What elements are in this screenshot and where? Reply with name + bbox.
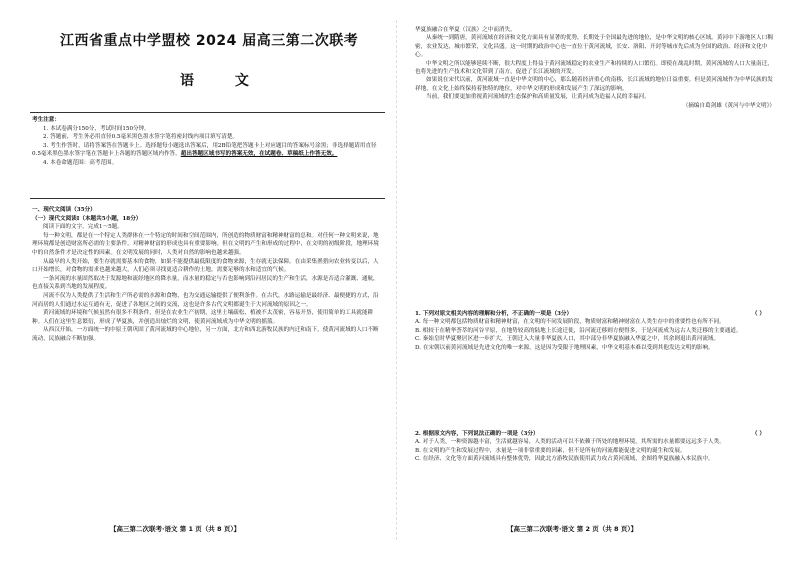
source-citation: （摘编自葛剑雄《黄河与中华文明》） xyxy=(682,102,775,109)
paragraph: 河流不仅为人类提供了生活和生产所必需的水源和食物，也为交通运输提供了便利条件。在古代，水路运输是最经济、最便捷的方式，沿河而居的人们通过水运互通有无，促进了各地区之间的交流，这也是许多古代文明都诞生于大河流域的原因之一。 xyxy=(32,292,379,308)
divider-bottom xyxy=(30,198,385,199)
option: C. 秦始皇时华夏聚居区进一步扩大，王朝迁入大量非华夏族人口，其中部分非华夏族融入华夏之中，其余则退出黄河流域。 xyxy=(415,336,720,343)
notice-item: 1. 本试卷满分150分，考试时间150分钟。 xyxy=(43,125,150,132)
answer-blank: （ ） xyxy=(751,431,765,437)
question-stem: 1. 下列对原文相关内容的理解和分析，不正确的一项是（3分） （ ） xyxy=(415,311,765,317)
question-2 xyxy=(415,430,775,464)
paragraph: 华夏族融合在华夏（汉族）之中而消失。 xyxy=(415,27,516,33)
reading-block xyxy=(32,206,382,344)
notice-warning: 超出答题区域书写的答案无效，在试题卷、草稿纸上作答无效。 xyxy=(180,151,338,158)
paragraph: 每一种文明，都是在一个特定人类群体在一个特定的时间和空间范围内，所创造的物质财富和精神财富的总和。对任何一种文明来说，地理环境都是创造财富所必需的主要条件，对精神财富的形成也具有重要影响。但在文明的产生和形成的过程中，在文明的初级阶段，地理环境中的自然条件才是决定性的因素。在文明发展的同时，人类对自然的影响也越来越强。 xyxy=(32,232,379,256)
subsection-heading: （一）现代文阅读Ⅰ（本题共5小题，18分） xyxy=(32,215,142,222)
paragraph: 从秦统一到隋唐，黄河流域在经济和文化方面具有显著的优势，长期处于全国最先进的地位，是中华文明的核心区域。黄河中下游地区人口稠密，农业发达，城市繁荣，文化昌盛。这一时期的政治中心也一直位于黄河流域，长安、洛阳、开封等城市先后成为全国的政治、经济和文化中心。 xyxy=(415,35,773,59)
paragraph: 从最早的人类开始，要生存就需要基本的食物，如果不能提供最低限度的食物来源，生存就无法保障。在由采集渔猎向农业转变以后，人口开始增长，对食物的需求也越来越大，人们必须寻找更适合耕作的土地，需要足够的水和适宜的气候。 xyxy=(32,258,379,274)
notice-heading: 考生注意： xyxy=(32,117,60,123)
notice-item: 3. 考生作答时，请将答案答在答题卡上。选择题每小题选出答案后，用2B铅笔把答题卡上对应题目的答案标号涂黑；非选择题请用直径0.5毫米黑色墨水签字笔在答题卡上各题的答题区域内作答，超出答题区域书写的答案无效，在试题卷、草稿纸上作答无效。 xyxy=(32,142,377,158)
option: B. 在文明的产生和发展过程中，水量是一项非常重要的因素，但不是所有的河流都能促进文明的诞生和发展。 xyxy=(415,447,686,454)
option: A. 对于人类，一种资源越丰富，生活就越容易，人类的活动可以不依赖于所处的地理环境，其所需的水量都要远远多于人类。 xyxy=(415,439,725,446)
option: A. 每一种文明都包括物质财富和精神财富，在文明的不同发展阶段，物质财富和精神财富在人类生存中的重要性也有所不同。 xyxy=(415,319,725,326)
question-stem: 2. 根据原文内容，下列说法正确的一项是（3分） （ ） xyxy=(415,431,765,437)
subject-title: 语 文 xyxy=(180,73,267,89)
option: B. 相较于在精华荟萃的河谷平原，在地势较高的陆地上长途迁徙，沿河流迁移则方便得多，于是河流成为远古人类迁移的主要通道。 xyxy=(415,327,742,334)
option: D. 在宋朝以前黄河流域是先进文化的唯一来源，这是因为受限于地理因素，中华文明基本难以受到其他发达文明的影响。 xyxy=(415,344,714,351)
question-1 xyxy=(415,310,775,352)
option: C. 在经济、文化等方面黄河流域具有整体优势，因此北方游牧民族使用武力攻占黄河流域，企图将华夏族融入本民族中。 xyxy=(415,456,714,463)
notice-item: 4. 本卷命题范围：高考范围。 xyxy=(43,159,118,166)
page-footer: 【高三第二次联考·语文 第 1 页（共 8 页）】 xyxy=(110,525,241,533)
exam-title: 江西省重点中学盟校 2024 届高三第二次联考 xyxy=(60,33,359,49)
paragraph: 一条河流的水量固然取决于发源地和流经地区的降水量，而水量的稳定与否也影响到沿河居民的生产和生活，水源是否适合灌溉、通航，也直接关系到当地的发展程度。 xyxy=(32,275,379,291)
paragraph: 当前，我们要更加重视黄河流域的生态保护和高质量发展，让黄河成为造福人民的幸福河。 xyxy=(426,94,650,101)
divider-top xyxy=(30,112,385,113)
paragraph: 如果说在宋代以前，黄河流域一直是中华文明的中心，那么随着经济重心的南移，长江流域的地位日益重要。但是黄河流域作为中华民族的发祥地，在文化上始终保持着独特的地位，对中华文明的形成和发展产生了深远的影响。 xyxy=(415,77,773,92)
answer-blank: （ ） xyxy=(751,311,765,317)
paragraph: 中华文明之所以能够延续不断，很大程度上得益于黄河流域稳定的农业生产和持续的人口繁衍。即使在战乱时期，黄河流域的人口大量南迁，也将先进的生产技术和文化带到了南方，促进了长江流域的开发。 xyxy=(415,60,773,76)
notice-block xyxy=(32,116,382,168)
page-footer: 【高三第二次联考·语文 第 2 页（共 8 页）】 xyxy=(507,525,638,533)
reading-continued xyxy=(415,26,775,110)
page-2 xyxy=(397,0,794,561)
notice-item: 2. 答题前，考生务必用直径0.5毫米黑色墨水签字笔将密封线内项目填写清楚。 xyxy=(43,134,239,141)
section-heading: 一、现代文阅读（35分） xyxy=(32,207,96,213)
paragraph: 从西汉开始，一方面统一的中原王朝巩固了黄河流域的中心地位，另一方面，北方和西北游牧民族的内迁和南下，使黄河流域的人口不断流动，民族融合不断加强。 xyxy=(32,327,379,342)
paragraph: 黄河流域的环境和气候虽然有很多不利条件，但是在农业生产初期，这里土壤疏松、植被不太茂密，容易开垦，使用简单的工具就能耕种。人们在这里生息繁衍，形成了华夏族，并创造出灿烂的文明，使黄河流域成为中华文明的摇篮。 xyxy=(32,310,374,325)
instruction: 阅读下面的文字，完成1～5题。 xyxy=(43,224,123,231)
